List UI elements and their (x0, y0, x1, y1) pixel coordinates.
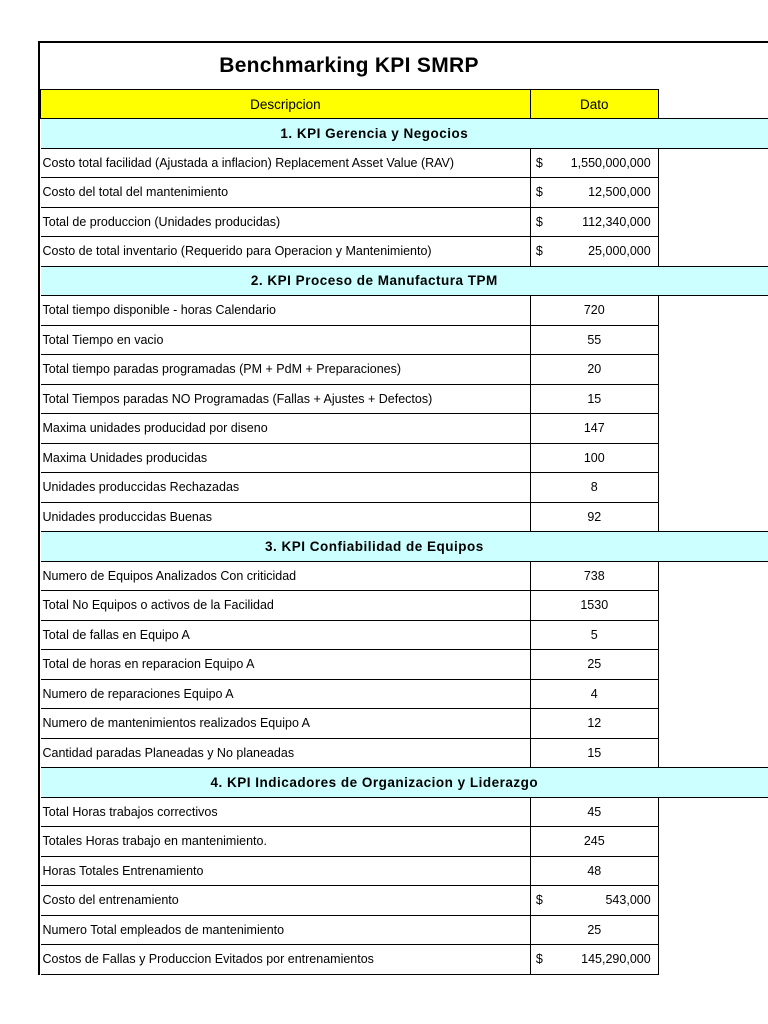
description-cell[interactable]: Costo total facilidad (Ajustada a inflacion) Replacement Asset Value (RAV) (41, 148, 531, 178)
value-cell[interactable] (530, 827, 658, 857)
description-cell[interactable]: Totales Horas trabajo en mantenimiento. (41, 827, 531, 857)
section-title[interactable]: 3. KPI Confiabilidad de Equipos (41, 532, 659, 562)
kpi-sheet (38, 41, 768, 975)
description-cell[interactable]: Horas Totales Entrenamiento (41, 856, 531, 886)
empty-cell (658, 414, 768, 444)
value-amount: 25,000,000 (588, 244, 651, 259)
empty-cell (658, 148, 768, 178)
value-amount: 15 (587, 745, 602, 760)
currency-symbol: $ (535, 214, 543, 229)
description-cell[interactable]: Cantidad paradas Planeadas y No planeadas (41, 738, 531, 768)
table-row (41, 414, 768, 444)
empty-cell (658, 886, 768, 916)
table-row (41, 827, 768, 857)
empty-cell (658, 384, 768, 414)
table-row (41, 591, 768, 621)
empty-cell (658, 650, 768, 680)
table-row (41, 207, 768, 237)
value-amount: 20 (587, 362, 602, 377)
table-row (41, 620, 768, 650)
section-fill-cell (658, 768, 768, 798)
table-row (41, 384, 768, 414)
table-row (41, 473, 768, 503)
table-row (41, 237, 768, 267)
currency-symbol: $ (535, 155, 543, 170)
empty-cell (658, 620, 768, 650)
section-row (41, 266, 768, 296)
value-amount: 543,000 (605, 893, 651, 908)
section-fill-cell (658, 119, 768, 149)
value-amount: 245 (583, 834, 605, 849)
value-amount: 25 (587, 657, 602, 672)
table-row (41, 178, 768, 208)
value-cell[interactable] (530, 355, 658, 385)
value-amount: 145,290,000 (581, 952, 651, 967)
table-row (41, 148, 768, 178)
section-fill-cell (658, 266, 768, 296)
value-amount: 25 (587, 922, 602, 937)
value-cell[interactable] (530, 502, 658, 532)
value-cell[interactable] (530, 709, 658, 739)
value-amount: 8 (590, 480, 598, 495)
empty-cell (658, 178, 768, 208)
empty-cell (658, 355, 768, 385)
value-cell[interactable] (530, 797, 658, 827)
table-row (41, 679, 768, 709)
value-cell[interactable] (530, 443, 658, 473)
header-empty-cell (658, 90, 768, 119)
description-cell[interactable]: Numero Total empleados de mantenimiento (41, 915, 531, 945)
empty-cell (658, 856, 768, 886)
table-row (41, 296, 768, 326)
table-row (41, 443, 768, 473)
value-amount: 100 (583, 450, 605, 465)
section-row (41, 532, 768, 562)
empty-cell (658, 709, 768, 739)
description-cell[interactable]: Total de fallas en Equipo A (41, 620, 531, 650)
currency-symbol: $ (535, 893, 543, 908)
header-descripcion[interactable]: Descripcion (41, 90, 531, 119)
table-row (41, 355, 768, 385)
value-amount: 12 (587, 716, 602, 731)
value-cell[interactable] (530, 856, 658, 886)
value-amount: 147 (583, 421, 605, 436)
value-amount: 92 (587, 509, 602, 524)
table-row (41, 502, 768, 532)
table-row (41, 886, 768, 916)
empty-cell (658, 296, 768, 326)
table-row (41, 797, 768, 827)
value-cell[interactable] (530, 325, 658, 355)
table-row (41, 325, 768, 355)
section-title[interactable]: 1. KPI Gerencia y Negocios (41, 119, 659, 149)
value-amount: 45 (587, 804, 602, 819)
description-cell[interactable]: Numero de Equipos Analizados Con criticidad (41, 561, 531, 591)
description-cell[interactable]: Unidades produccidas Rechazadas (41, 473, 531, 503)
value-amount: 48 (587, 863, 602, 878)
value-amount: 55 (587, 332, 602, 347)
value-cell[interactable] (530, 384, 658, 414)
value-amount: 1530 (580, 598, 609, 613)
value-cell[interactable] (530, 561, 658, 591)
value-amount: 112,340,000 (582, 214, 651, 229)
value-cell[interactable] (530, 237, 658, 267)
empty-cell (658, 827, 768, 857)
description-cell[interactable]: Total de horas en reparacion Equipo A (41, 650, 531, 680)
description-cell[interactable]: Unidades produccidas Buenas (41, 502, 531, 532)
header-row (41, 90, 768, 119)
sheet-title: Benchmarking KPI SMRP (219, 54, 479, 77)
table-row (41, 915, 768, 945)
empty-cell (658, 473, 768, 503)
value-amount: 1,550,000,000 (570, 155, 651, 170)
value-cell[interactable] (530, 945, 658, 975)
value-cell[interactable] (530, 178, 658, 208)
empty-cell (658, 945, 768, 975)
empty-cell (658, 207, 768, 237)
value-cell[interactable] (530, 591, 658, 621)
description-cell[interactable]: Total Horas trabajos correctivos (41, 797, 531, 827)
empty-cell (658, 325, 768, 355)
table-row (41, 709, 768, 739)
description-cell[interactable]: Maxima Unidades producidas (41, 443, 531, 473)
empty-cell (658, 738, 768, 768)
value-cell[interactable] (530, 620, 658, 650)
description-cell[interactable]: Costo de total inventario (Requerido para Operacion y Mantenimiento) (41, 237, 531, 267)
empty-cell (658, 679, 768, 709)
description-cell[interactable]: Total Tiempo en vacio (41, 325, 531, 355)
description-cell[interactable]: Costo del total del mantenimiento (41, 178, 531, 208)
empty-cell (658, 591, 768, 621)
value-amount: 5 (590, 627, 598, 642)
kpi-table (40, 89, 768, 975)
empty-cell (658, 561, 768, 591)
value-cell[interactable] (530, 886, 658, 916)
value-cell[interactable] (530, 473, 658, 503)
description-cell[interactable]: Total de produccion (Unidades producidas) (41, 207, 531, 237)
header-dato[interactable]: Dato (530, 90, 658, 119)
value-cell[interactable] (530, 679, 658, 709)
description-cell[interactable]: Costos de Fallas y Produccion Evitados por entrenamientos (41, 945, 531, 975)
currency-symbol: $ (535, 244, 543, 259)
empty-cell (658, 797, 768, 827)
value-amount: 738 (583, 568, 605, 583)
section-fill-cell (658, 532, 768, 562)
table-row (41, 561, 768, 591)
description-cell[interactable]: Maxima unidades producidad por diseno (41, 414, 531, 444)
description-cell[interactable]: Total tiempo disponible - horas Calendario (41, 296, 531, 326)
value-cell[interactable] (530, 650, 658, 680)
empty-cell (658, 443, 768, 473)
value-cell[interactable] (530, 148, 658, 178)
value-cell[interactable] (530, 414, 658, 444)
value-amount: 15 (587, 391, 602, 406)
value-cell[interactable] (530, 207, 658, 237)
empty-cell (658, 502, 768, 532)
value-cell[interactable] (530, 915, 658, 945)
section-row (41, 119, 768, 149)
section-title[interactable]: 4. KPI Indicadores de Organizacion y Liderazgo (41, 768, 659, 798)
section-row (41, 768, 768, 798)
table-row (41, 650, 768, 680)
value-cell[interactable] (530, 296, 658, 326)
table-row (41, 945, 768, 975)
section-title[interactable]: 2. KPI Proceso de Manufactura TPM (41, 266, 659, 296)
value-amount: 720 (583, 303, 605, 318)
description-cell[interactable]: Numero de mantenimientos realizados Equipo A (41, 709, 531, 739)
description-cell[interactable]: Costo del entrenamiento (41, 886, 531, 916)
description-cell[interactable]: Total tiempo paradas programadas (PM + PdM + Preparaciones) (41, 355, 531, 385)
value-cell[interactable] (530, 738, 658, 768)
empty-cell (658, 237, 768, 267)
description-cell[interactable]: Total Tiempos paradas NO Programadas (Fallas + Ajustes + Defectos) (41, 384, 531, 414)
currency-symbol: $ (535, 185, 543, 200)
table-row (41, 856, 768, 886)
value-amount: 12,500,000 (588, 185, 651, 200)
currency-symbol: $ (535, 952, 543, 967)
value-amount: 4 (590, 686, 598, 701)
description-cell[interactable]: Total No Equipos o activos de la Facilidad (41, 591, 531, 621)
table-row (41, 738, 768, 768)
empty-cell (658, 915, 768, 945)
description-cell[interactable]: Numero de reparaciones Equipo A (41, 679, 531, 709)
